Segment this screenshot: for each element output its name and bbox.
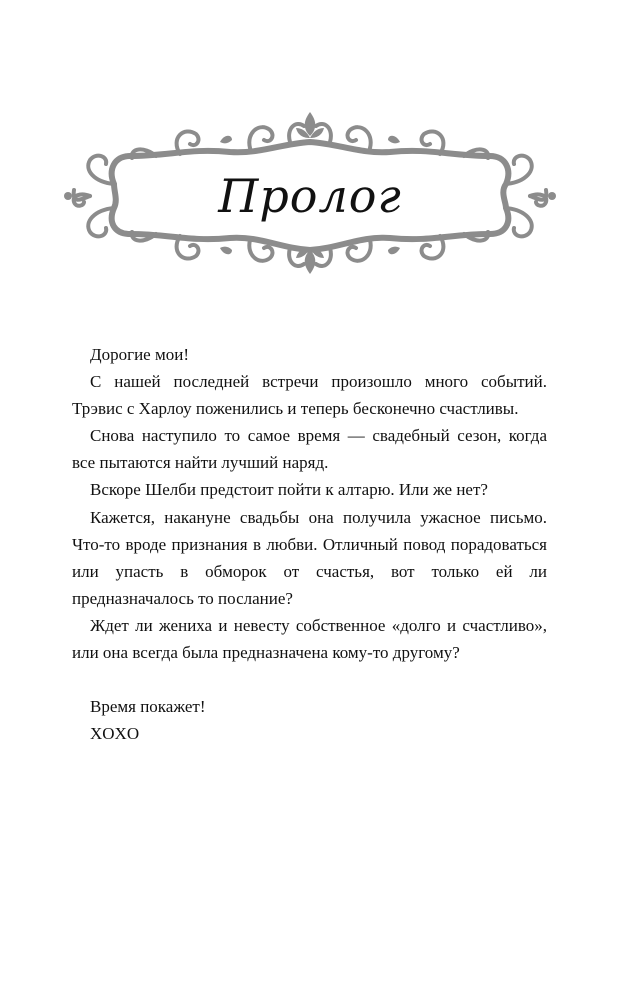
letter-signature: XOXO bbox=[90, 724, 140, 744]
letter-paragraph: Кажется, накануне свадьбы она получила ужасное письмо. Что-то вроде признания в любви. Отличный повод порадоваться или упасть в обморок от счастья, вот только ей ли предназначалось то послание? bbox=[72, 507, 547, 608]
chapter-title: Пролог bbox=[218, 169, 402, 223]
paragraph-spacer bbox=[72, 666, 547, 693]
letter-closing: Время покажет! bbox=[90, 697, 206, 717]
letter-paragraph: С нашей последней встречи произошло много событий. Трэвис с Харлоу поженились и теперь бесконечно счастливы. bbox=[72, 372, 547, 419]
letter-paragraph: Снова наступило то самое время — свадебный сезон, когда все пытаются найти лучший наряд. bbox=[72, 426, 547, 473]
letter-body bbox=[72, 341, 547, 747]
letter-paragraph: Ждет ли жениха и невесту собственное «долго и счастливо», или она всегда была предназначена кому-то другому? bbox=[72, 615, 547, 663]
letter-greeting: Дорогие мои! bbox=[90, 345, 189, 364]
letter-paragraph: Вскоре Шелби предстоит пойти к алтарю. Или же нет? bbox=[90, 480, 488, 500]
